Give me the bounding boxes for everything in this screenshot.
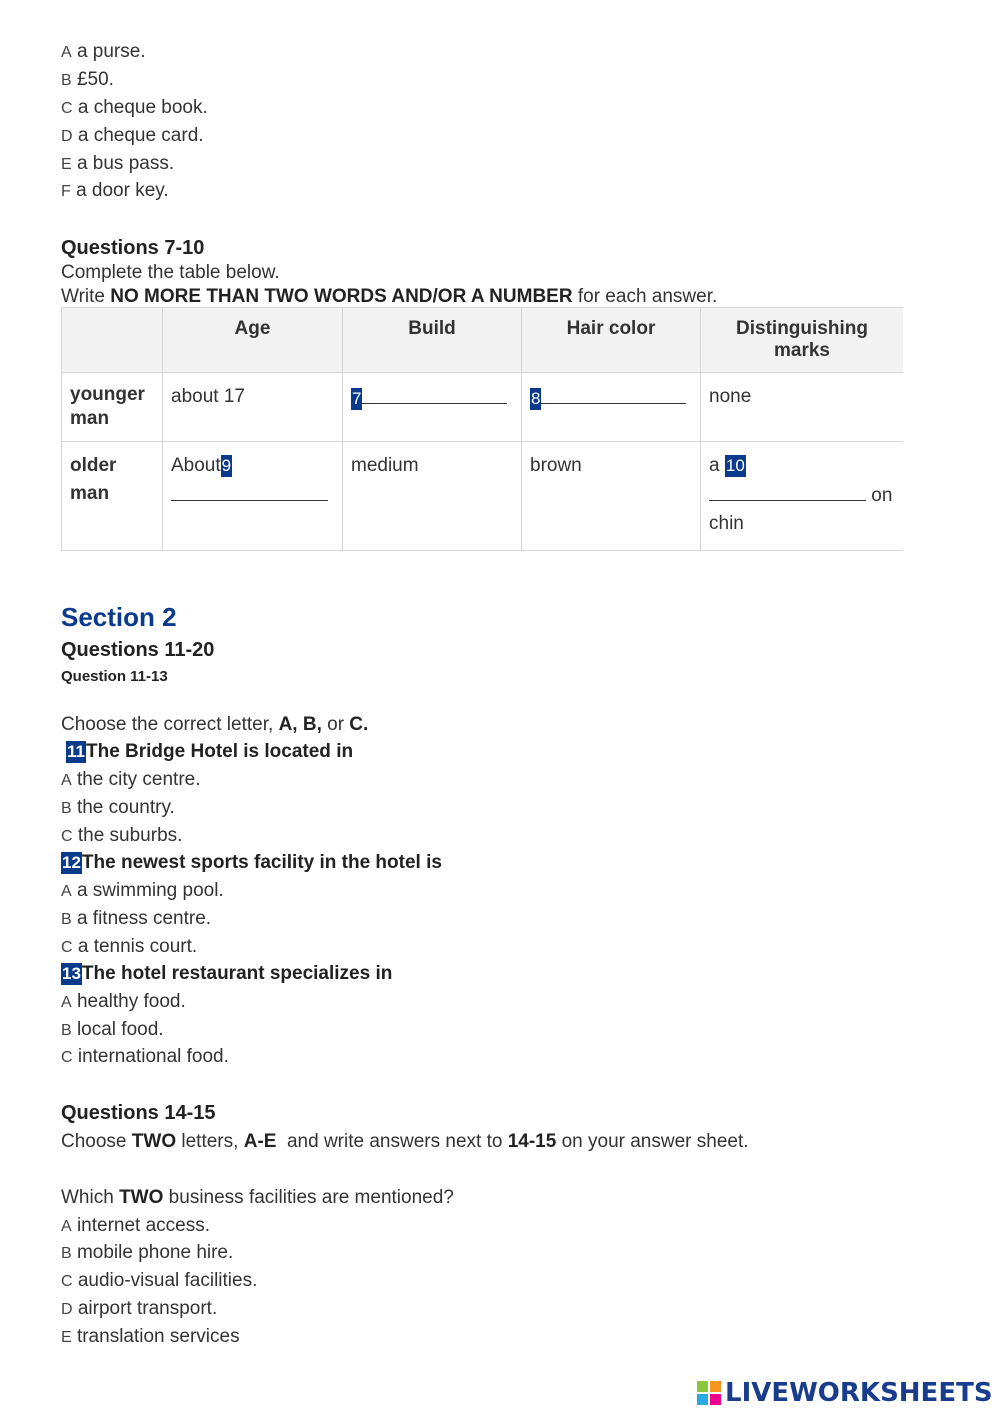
instruction-choose-two: Choose TWO letters, A-E and write answers next to 14-15 on your answer sheet. [61,1131,749,1152]
questions-14-15-heading: Questions 14-15 [61,1102,216,1124]
option-text: a door key. [76,180,169,201]
cell-younger-marks: none [701,373,904,442]
logo-square [697,1394,708,1405]
option-item[interactable]: B mobile phone hire. [61,1242,234,1263]
question-13: 13The hotel restaurant specializes in [62,963,393,984]
question-14-15: Which TWO business facilities are mentioned? [61,1187,454,1208]
instruction-complete-table: Complete the table below. [61,262,280,283]
option-item[interactable]: A the city centre. [61,769,201,790]
instruction-word-limit: Write NO MORE THAN TWO WORDS AND/OR A NUMBER for each answer. [61,286,718,307]
option-letter: E [61,156,72,173]
option-item[interactable]: D airport transport. [61,1298,218,1319]
cell-younger-age: about 17 [163,373,343,442]
answer-blank-7[interactable] [362,383,507,404]
cell-answer-8 [522,373,701,442]
option-item [61,152,174,177]
option-text: £50. [76,69,114,90]
option-item [61,40,146,65]
option-letter: A [61,44,72,61]
option-text: a purse. [76,41,146,62]
cell-older-build: medium [343,442,522,551]
option-item[interactable]: E translation services [61,1326,240,1347]
option-text: a cheque book. [77,97,208,118]
logo-square [697,1381,708,1392]
cell-answer-7 [343,373,522,442]
row-label-younger: younger man [62,373,163,442]
logo-square [710,1394,721,1405]
cell-answer-9: About9 [163,442,343,551]
option-item[interactable]: A internet access. [61,1215,211,1236]
table-header-build: Build [343,308,522,373]
question-number-badge: 11 [67,742,85,761]
section-title: Section 2 [61,602,177,632]
liveworksheets-logo [697,1378,993,1408]
question-11: 11The Bridge Hotel is located in [67,741,354,762]
instruction-choose-letter: Choose the correct letter, A, B, or C. [61,714,369,735]
option-item [61,68,114,93]
question-number-badge: 13 [62,964,81,983]
cell-older-hair: brown [522,442,701,551]
option-item [61,179,169,204]
option-text: a cheque card. [77,125,204,146]
logo-mark-icon [697,1381,721,1405]
answer-blank-9[interactable] [171,480,328,501]
description-table [61,307,903,551]
option-item[interactable]: C international food. [61,1046,229,1067]
option-letter: F [61,183,71,200]
option-text: a bus pass. [76,153,175,174]
question-number-badge: 12 [62,853,81,872]
option-item[interactable]: A a swimming pool. [61,880,224,901]
option-letter: B [61,72,72,89]
question-number-badge: 10 [725,456,745,475]
questions-11-13-subheading: Question 11-13 [61,668,168,685]
logo-square [710,1381,721,1392]
question-number-badge: 7 [352,389,362,408]
option-item[interactable]: C a tennis court. [61,936,198,957]
question-number-badge: 9 [221,456,232,475]
option-item[interactable]: B the country. [61,797,175,818]
option-letter: C [61,100,73,117]
option-letter: D [61,128,73,145]
option-item[interactable]: B a fitness centre. [61,908,212,929]
option-item [61,96,208,121]
table-header-marks: Distinguishing marks [701,308,904,373]
questions-11-20-heading: Questions 11-20 [61,639,215,661]
logo-text: LIVEWORKSHEETS [725,1378,993,1408]
row-label-older: older man [62,442,163,551]
question-12: 12The newest sports facility in the hotel is [62,852,442,873]
questions-7-10-heading: Questions 7-10 [61,237,205,259]
cell-answer-10: a 10 on chin [701,442,904,551]
option-item [61,124,204,149]
option-item[interactable]: B local food. [61,1019,164,1040]
answer-blank-10[interactable] [709,480,866,501]
option-item[interactable]: A healthy food. [61,991,186,1012]
table-header-age: Age [163,308,343,373]
option-item[interactable]: C audio-visual facilities. [61,1270,258,1291]
question-number-badge: 8 [531,389,541,408]
table-header-empty [62,308,163,373]
option-item[interactable]: C the suburbs. [61,825,183,846]
answer-blank-8[interactable] [541,383,686,404]
table-header-hair: Hair color [522,308,701,373]
